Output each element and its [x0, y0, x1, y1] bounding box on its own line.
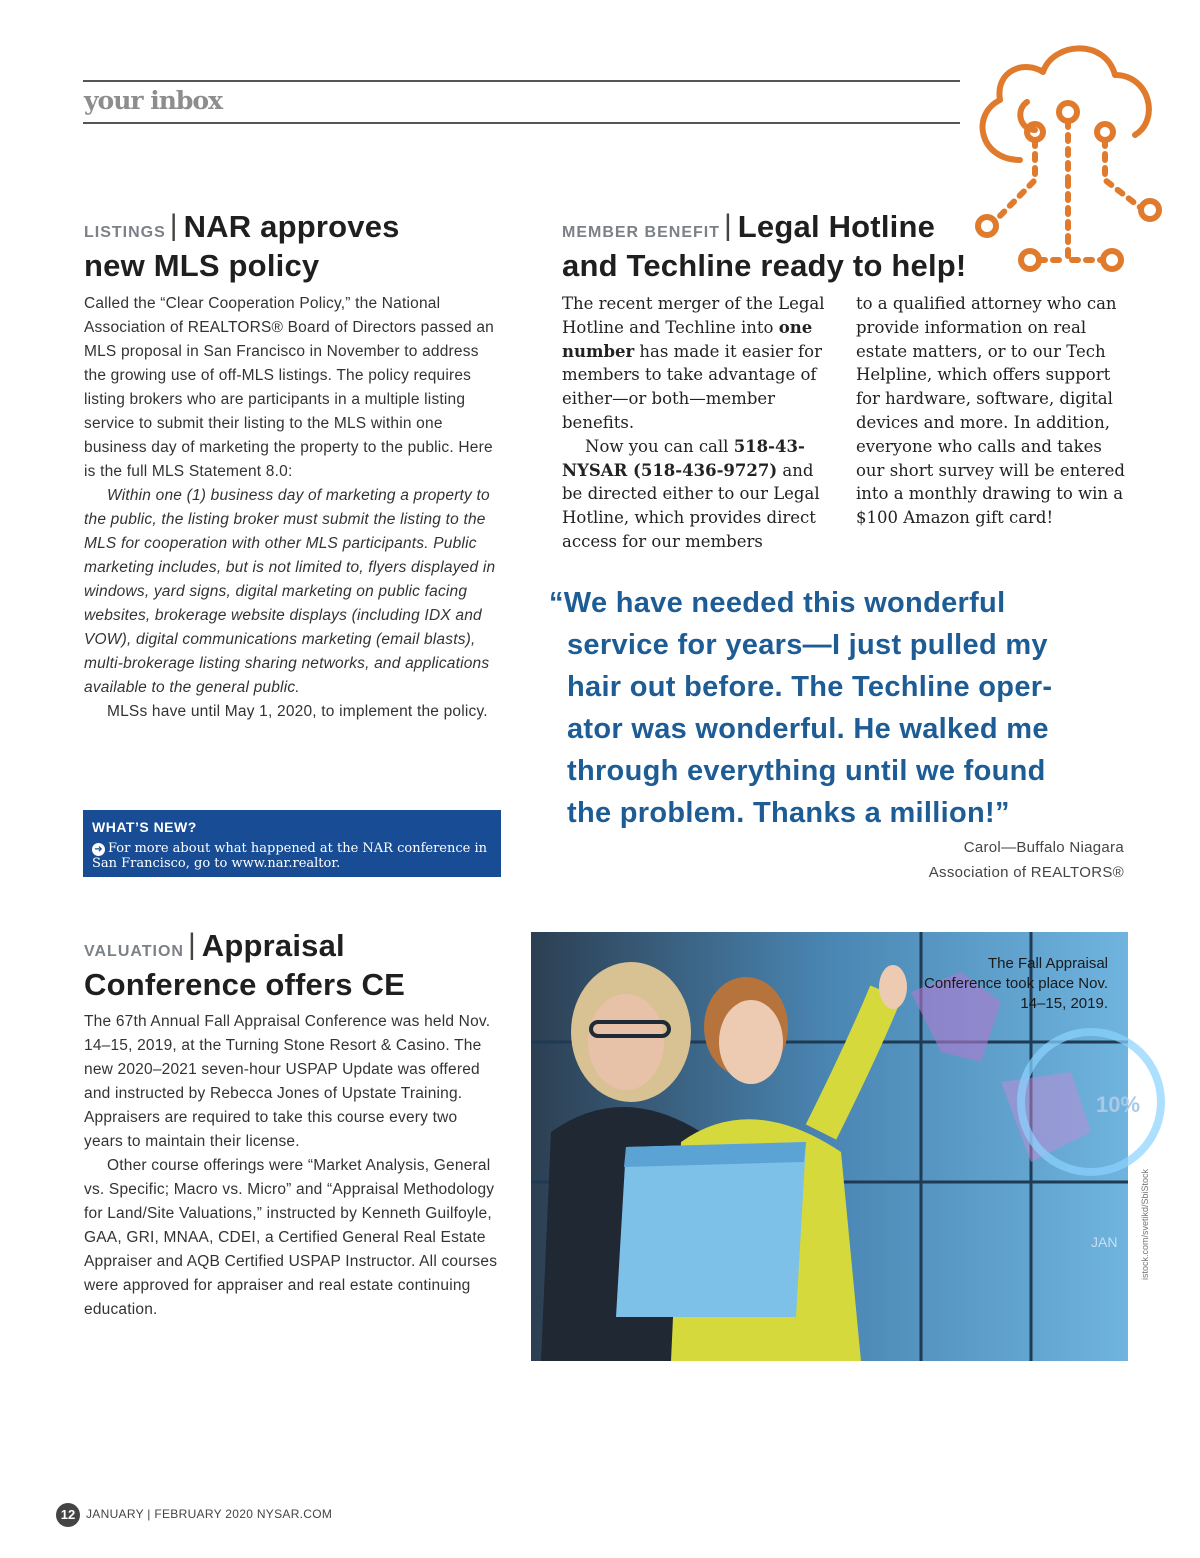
map-label: JAN	[1091, 1234, 1118, 1250]
whats-new-title: WHAT’S NEW?	[92, 819, 197, 835]
quote-line: ator was wonderful. He walked me	[567, 713, 1049, 745]
listings-headline	[84, 210, 504, 288]
listings-paragraph: Called the “Clear Cooperation Policy,” the National Association of REALTORS® Board of Directors passed an MLS proposal in San Francisco in November to address the growing use of off-MLS listings. The policy requires listing brokers who are participants in a multiple listing service to submit their listing to the MLS within one business day of marketing the property to the public. Here is the full MLS Statement 8.0:	[84, 295, 494, 480]
quote-attribution	[820, 835, 1124, 885]
listings-paragraph: MLSs have until May 1, 2020, to implement the policy.	[107, 703, 488, 720]
quote-line: service for years—I just pulled my	[567, 629, 1048, 661]
member-benefit-headline-line2: and Techline ready to help!	[562, 248, 967, 283]
page-number: 12	[56, 1503, 80, 1527]
valuation-headline-line1: Appraisal	[201, 928, 345, 963]
quote-line: hair out before. The Techline oper-	[567, 671, 1053, 703]
kicker-divider: |	[187, 928, 196, 961]
pull-quote	[549, 582, 1149, 834]
photo-caption: The Fall Appraisal Conference took place Nov. 14–15, 2019.	[924, 955, 1108, 1012]
attribution-name: Carol—Buffalo Niagara	[963, 839, 1124, 856]
member-benefit-text: and be directed either to our Legal Hotline, which provides direct access for our members	[562, 460, 820, 551]
member-benefit-kicker: MEMBER BENEFIT	[562, 224, 720, 241]
photo-credit: istock.com/svetikd/SbiStock	[1140, 1168, 1150, 1280]
member-benefit-text: to a qualified attorney who can provide information on real estate matters, or to our Tech Helpline, which offers support for hardware, software, digital devices and more. In addition, everyone who calls and takes our short survey will be entered into a monthly drawing to win a $100 Amazon gift card!	[856, 294, 1125, 528]
listings-body	[84, 292, 500, 724]
member-benefit-emphasis: one number	[562, 317, 813, 361]
member-benefit-headline-line1: Legal Hotline	[737, 209, 936, 244]
member-benefit-text: has made it easier for members to take advantage of either—or both—member benefits.	[562, 341, 822, 432]
attribution-org: Association of REALTORS®	[928, 864, 1124, 881]
header-rule-top	[83, 80, 960, 82]
section-title: your inbox	[84, 86, 222, 115]
map-label: 10%	[1096, 1092, 1141, 1117]
header-rule-bottom	[83, 122, 960, 124]
whats-new-text	[92, 841, 492, 871]
conference-photo	[531, 932, 1141, 1361]
member-benefit-text: The recent merger of the Legal Hotline and Techline into	[562, 294, 825, 337]
member-benefit-headline	[562, 210, 1002, 288]
listings-kicker: LISTINGS	[84, 224, 166, 241]
valuation-kicker: VALUATION	[84, 943, 184, 960]
valuation-paragraph: Other course offerings were “Market Analysis, General vs. Specific; Macro vs. Micro” and “Appraisal Methodology for Land/Site Valuations,” instructed by Kenneth Guilfoyle, GAA, GRI, MNAA, CDEI, a Certified General Real Estate Appraiser and AQB Certified USPAP Instructor. All courses were approved for appraiser and real estate continuing education.	[84, 1157, 498, 1318]
whats-new-box	[83, 810, 501, 877]
kicker-divider: |	[724, 209, 732, 242]
whats-new-link-text[interactable]: For more about what happened at the NAR conference in San Francisco, go to www.nar.realtor.	[92, 841, 488, 871]
valuation-headline	[84, 929, 524, 1007]
listings-statement: Within one (1) business day of marketing a property to the public, the listing broker must submit the listing to the MLS for cooperation with other MLS participants. Public marketing includes, but is not limited to, flyers displayed in windows, yard signs, digital marketing on public facing websites, brokerage website displays (including IDX and VOW), digital communications marketing (email blasts), multi-brokerage listing sharing networks, and applications available to the general public.	[84, 487, 496, 696]
valuation-headline-line2: Conference offers CE	[84, 967, 405, 1002]
arrow-right-icon: ➜	[92, 843, 105, 856]
quote-line: the problem. Thanks a million!”	[567, 797, 1010, 829]
hotline-phone-number: 518-43-NYSAR (518-436-9727)	[562, 436, 805, 480]
footer-text: JANUARY | FEBRUARY 2020 NYSAR.COM	[86, 1507, 333, 1521]
valuation-paragraph: The 67th Annual Fall Appraisal Conference was held Nov. 14–15, 2019, at the Turning Stone Resort & Casino. The new 2020–2021 seven-hour USPAP Update was offered and instructed by Rebecca Jones of Upstate Training. Appraisers are required to take this course every two years to maintain their license.	[84, 1013, 491, 1150]
member-benefit-column-1	[562, 292, 837, 554]
kicker-divider: |	[169, 209, 178, 242]
valuation-body	[84, 1010, 500, 1322]
listings-headline-line2: new MLS policy	[84, 248, 320, 283]
member-benefit-text: Now you can call	[585, 436, 734, 456]
quote-line: “We have needed this wonderful	[549, 587, 1006, 619]
quote-line: through everything until we found	[567, 755, 1046, 787]
member-benefit-column-2	[856, 292, 1131, 530]
listings-headline-line1: NAR approves	[183, 209, 400, 244]
